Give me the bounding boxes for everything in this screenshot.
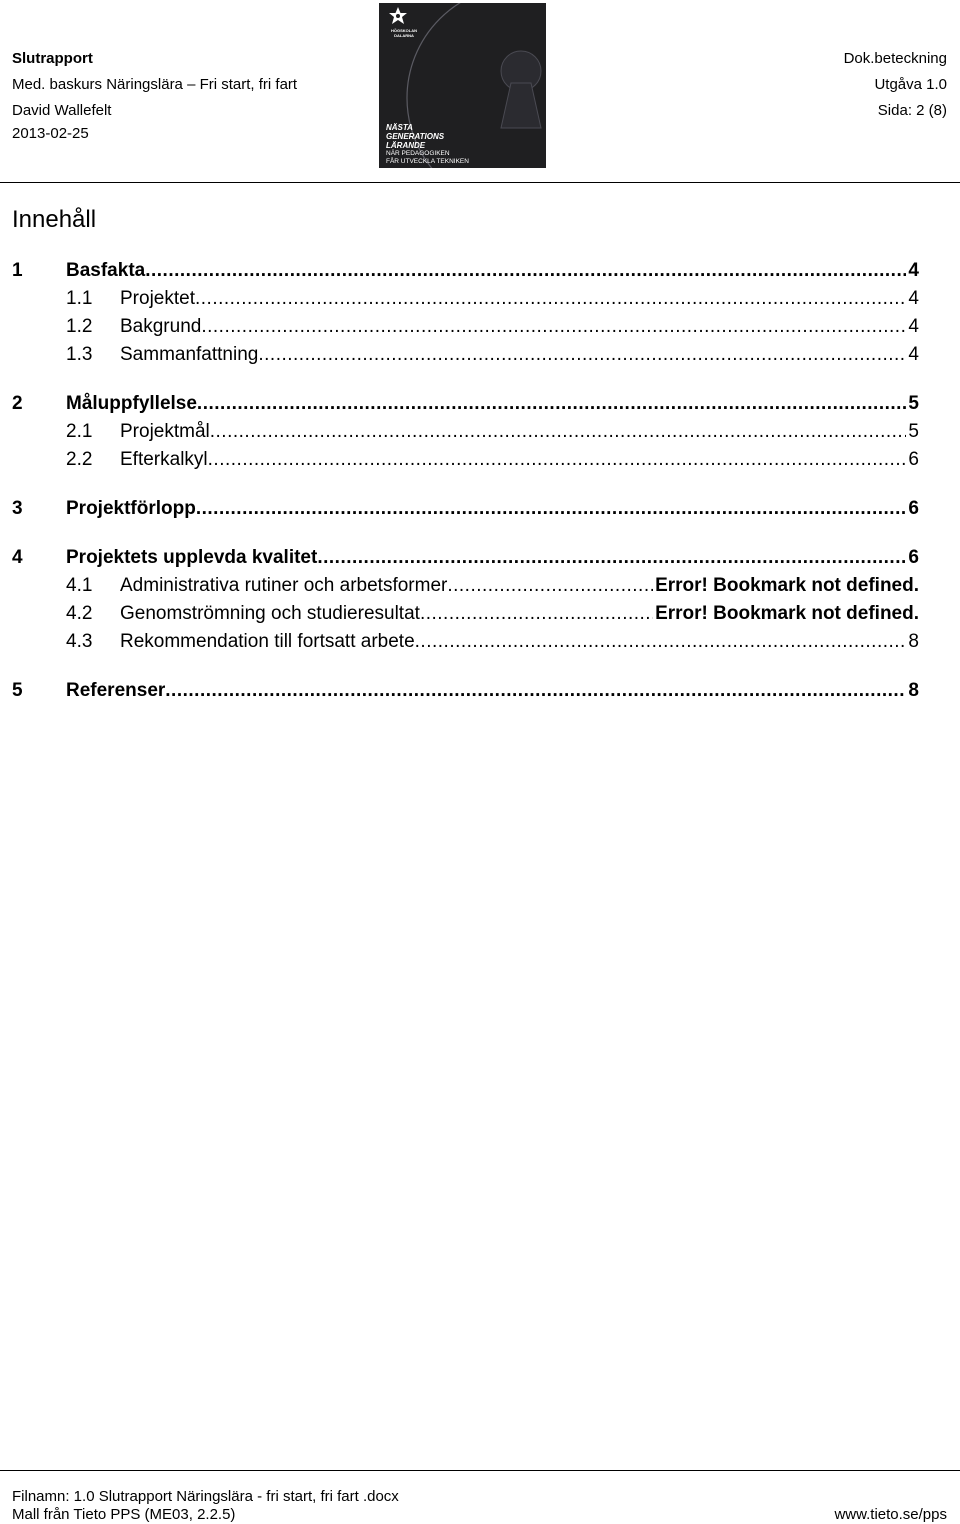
- toc-entry[interactable]: [0, 419, 960, 445]
- toc-entry[interactable]: [0, 601, 960, 627]
- toc-entry-number: 3: [12, 498, 23, 519]
- toc-entry-page: Error! Bookmark not defined.: [655, 603, 919, 624]
- toc-entry-page: 5: [908, 421, 919, 442]
- document-title: Slutrapport: [12, 50, 93, 67]
- toc-entry[interactable]: [0, 447, 960, 473]
- logo-line-3: LÄRANDE: [386, 141, 426, 150]
- toc-entry-page: 4: [908, 260, 919, 281]
- toc-entry-number: 1.2: [66, 316, 93, 337]
- toc-entry-number: 4.1: [66, 575, 93, 596]
- toc-entry-number: 2: [12, 393, 23, 414]
- toc-entry[interactable]: [0, 629, 960, 655]
- toc-entry-page: 4: [908, 344, 919, 365]
- toc-dot-leader: [201, 314, 906, 340]
- toc-entry-title: Rekommendation till fortsatt arbete: [120, 631, 415, 652]
- toc-entry-number: 1: [12, 260, 23, 281]
- toc-entry-number: 1.1: [66, 288, 93, 309]
- version-label: Utgåva 1.0: [874, 76, 947, 93]
- toc-entry-title: Projektförlopp: [66, 498, 196, 519]
- toc-entry-title: Projektet: [120, 288, 195, 309]
- footer-divider: [0, 1470, 960, 1471]
- toc-entry-title: Basfakta: [66, 260, 146, 281]
- toc-entry-title: Administrativa rutiner och arbetsformer: [120, 575, 448, 596]
- toc-entry-title: Referenser: [66, 680, 166, 701]
- toc-entry-title: Efterkalkyl: [120, 449, 208, 470]
- toc-dot-leader: [317, 545, 906, 571]
- toc-entry-number: 1.3: [66, 344, 93, 365]
- nasta-generations-larande-logo: [379, 3, 546, 168]
- toc-entry[interactable]: [0, 314, 960, 340]
- toc-entry-number: 2.1: [66, 421, 93, 442]
- star-emblem-icon: [389, 7, 407, 24]
- toc-entry[interactable]: [0, 545, 960, 571]
- author-name: David Wallefelt: [12, 102, 112, 119]
- toc-entry[interactable]: [0, 342, 960, 368]
- footer-url: www.tieto.se/pps: [834, 1506, 947, 1523]
- toc-entry[interactable]: [0, 496, 960, 522]
- toc-entry-number: 4: [12, 547, 23, 568]
- toc-entry-title: Bakgrund: [120, 316, 202, 337]
- toc-dot-leader: [420, 601, 653, 627]
- toc-dot-leader: [208, 447, 907, 473]
- toc-entry-number: 5: [12, 680, 23, 701]
- toc-entry-number: 4.2: [66, 603, 93, 624]
- toc-dot-leader: [210, 419, 907, 445]
- toc-entry[interactable]: [0, 573, 960, 599]
- footer-filename: Filnamn: 1.0 Slutrapport Näringslära - fri start, fri fart .docx: [12, 1488, 399, 1505]
- toc-entry-title: Projektets upplevda kvalitet: [66, 547, 318, 568]
- logo-tagline: HÖGSKOLAN DALARNA: [391, 28, 417, 38]
- header-divider: [0, 182, 960, 183]
- toc-entry-page: 5: [908, 393, 919, 414]
- page-info: Sida: 2 (8): [877, 102, 947, 119]
- logo-line-1: NÄSTA: [386, 123, 413, 132]
- toc-dot-leader: [197, 391, 907, 417]
- toc-dot-leader: [415, 629, 907, 655]
- doc-id-label: Dok.beteckning: [843, 50, 947, 67]
- toc-dot-leader: [447, 573, 653, 599]
- toc-entry-page: 6: [908, 449, 919, 470]
- toc-entry[interactable]: [0, 678, 960, 704]
- toc-dot-leader: [145, 258, 906, 284]
- toc-entry-page: 4: [908, 316, 919, 337]
- toc-entry[interactable]: [0, 391, 960, 417]
- toc-entry-page: 8: [908, 680, 919, 701]
- toc-dot-leader: [196, 496, 907, 522]
- document-date: 2013-02-25: [12, 125, 89, 142]
- toc-dot-leader: [165, 678, 906, 704]
- toc-entry-page: 6: [908, 498, 919, 519]
- toc-entry[interactable]: [0, 286, 960, 312]
- toc-entry-page: Error! Bookmark not defined.: [655, 575, 919, 596]
- toc-entry-page: 8: [908, 631, 919, 652]
- logo-line-2: GENERATIONS: [386, 132, 445, 141]
- course-line: Med. baskurs Näringslära – Fri start, fri fart: [12, 76, 298, 93]
- toc-entry-number: 4.3: [66, 631, 93, 652]
- toc-entry-number: 2.2: [66, 449, 93, 470]
- toc-entry-title: Projektmål: [120, 421, 210, 442]
- toc-entry-title: Sammanfattning: [120, 344, 259, 365]
- toc-entry[interactable]: [0, 258, 960, 284]
- toc-dot-leader: [258, 342, 906, 368]
- toc-entry-title: Genomströmning och studieresultat: [120, 603, 420, 624]
- toc-entry-title: Måluppfyllelse: [66, 393, 197, 414]
- toc-heading: Innehåll: [12, 206, 97, 233]
- toc-dot-leader: [195, 286, 906, 312]
- footer-template: Mall från Tieto PPS (ME03, 2.2.5): [12, 1506, 236, 1523]
- logo-line-5: FÅR UTVECKLA TEKNIKEN: [386, 158, 469, 165]
- toc-entry-page: 6: [908, 547, 919, 568]
- toc-entry-page: 4: [908, 288, 919, 309]
- logo-line-4: NÄR PEDAGOGIKEN: [386, 150, 450, 157]
